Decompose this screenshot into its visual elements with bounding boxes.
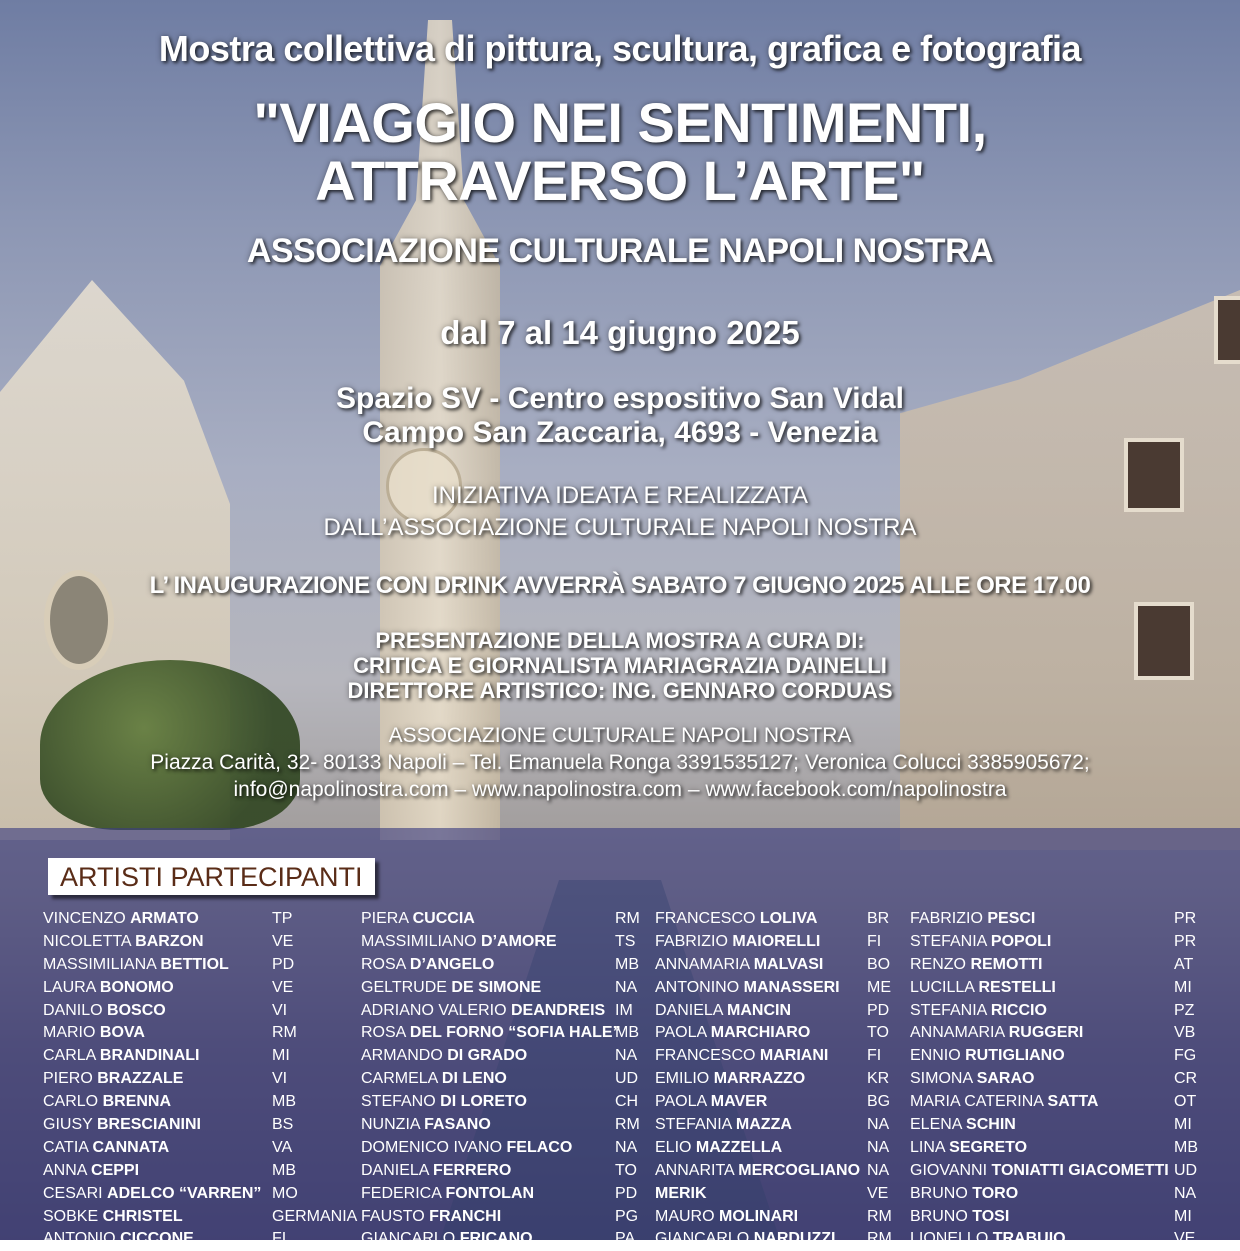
- artist-first-name: DANILO: [43, 1001, 103, 1019]
- artist-entry: [361, 1206, 639, 1229]
- artist-province: VB: [1174, 1024, 1196, 1042]
- artist-last-name: CANNATA: [92, 1138, 170, 1156]
- artist-last-name: DI LENO: [441, 1070, 507, 1088]
- presentation-line3: DIRETTORE ARTISTICO: ING. GENNARO CORDUAS: [347, 678, 893, 703]
- artist-first-name: DANIELA: [361, 1161, 429, 1179]
- artist-first-name: CESARI: [43, 1184, 103, 1202]
- artist-last-name: FERRERO: [433, 1161, 512, 1179]
- artist-last-name: BOVA: [99, 1024, 145, 1042]
- subtitle: Mostra collettiva di pittura, scultura, grafica e fotografia: [158, 28, 1082, 69]
- artist-last-name: MAZZELLA: [695, 1138, 783, 1156]
- artist-last-name: MALVASI: [753, 955, 824, 973]
- artist-entry: [910, 931, 1197, 954]
- venue: [0, 382, 1240, 450]
- artist-last-name: BETTIOL: [160, 955, 229, 973]
- artist-first-name: FABRIZIO: [910, 910, 983, 927]
- artist-entry: [655, 1206, 892, 1229]
- artist-entry: [655, 1091, 891, 1114]
- artist-province: BG: [867, 1093, 891, 1111]
- artist-first-name: FEDERICA: [361, 1184, 442, 1202]
- artist-last-name: FRANCHI: [429, 1207, 502, 1225]
- artist-first-name: PIERA: [361, 910, 409, 927]
- artist-province: PD: [272, 955, 295, 973]
- artist-first-name: ANNA: [43, 1161, 87, 1179]
- artist-entry: [43, 908, 293, 931]
- artist-entry: [655, 1000, 890, 1023]
- initiative-line1: INIZIATIVA IDEATA E REALIZZATA: [431, 482, 809, 509]
- artist-last-name: TORO: [972, 1184, 1019, 1202]
- artist-province: TO: [615, 1161, 637, 1179]
- artist-entry: [43, 1068, 288, 1091]
- artist-first-name: MASSIMILIANO: [361, 932, 477, 950]
- artist-province: VE: [272, 932, 294, 950]
- artist-entry: [910, 908, 1197, 931]
- artist-entry: [43, 1160, 296, 1183]
- artist-province: TO: [867, 1024, 889, 1042]
- artist-last-name: BRESCIANINI: [96, 1116, 201, 1134]
- presentation-line1: PRESENTAZIONE DELLA MOSTRA A CURA DI:: [375, 628, 865, 653]
- artist-first-name: CARMELA: [361, 1070, 438, 1088]
- artist-province: VE: [272, 978, 294, 996]
- artist-entry: [910, 1160, 1198, 1183]
- artist-last-name: DEL FORNO “SOFIA HALE”: [409, 1024, 621, 1042]
- artist-first-name: FRANCESCO: [655, 910, 756, 927]
- artist-last-name: SCHIN: [966, 1116, 1016, 1134]
- artist-first-name: FABRIZIO: [655, 932, 728, 950]
- organizer: ASSOCIAZIONE CULTURALE NAPOLI NOSTRA: [246, 232, 994, 270]
- artist-province: OT: [1174, 1093, 1197, 1111]
- artist-entry: [43, 1183, 298, 1206]
- artist-province: KR: [867, 1070, 890, 1088]
- artist-entry: [43, 1137, 293, 1160]
- artist-province: RM: [867, 1230, 892, 1248]
- artist-last-name: D’AMORE: [481, 932, 557, 950]
- artist-province: RM: [615, 1116, 640, 1134]
- artist-province: MI: [1174, 1207, 1192, 1225]
- artists-column: [655, 908, 892, 1251]
- artist-first-name: PAOLA: [655, 1093, 707, 1111]
- artist-last-name: FELACO: [506, 1138, 573, 1156]
- artist-first-name: EMILIO: [655, 1070, 710, 1088]
- artist-first-name: DOMENICO IVANO: [361, 1138, 503, 1156]
- artist-last-name: DEANDREIS: [510, 1001, 606, 1019]
- artist-province: RM: [615, 910, 640, 927]
- artist-entry: [43, 1022, 297, 1045]
- artist-first-name: STEFANO: [361, 1093, 436, 1111]
- artist-first-name: STEFANIA: [655, 1116, 732, 1134]
- artist-first-name: PIERO: [43, 1070, 93, 1088]
- artist-first-name: CARLA: [43, 1047, 96, 1065]
- artist-last-name: BONOMO: [99, 978, 174, 996]
- artist-first-name: GELTRUDE: [361, 978, 447, 996]
- artist-province: MI: [1174, 1116, 1192, 1134]
- artist-entry: [361, 1068, 639, 1091]
- artist-first-name: VINCENZO: [43, 910, 126, 927]
- artist-first-name: ANTONIO: [43, 1230, 116, 1248]
- artist-last-name: CUCCIA: [412, 910, 475, 927]
- artist-first-name: PAOLA: [655, 1024, 707, 1042]
- artist-first-name: ARMANDO: [361, 1047, 443, 1065]
- artist-entry: [361, 931, 636, 954]
- artist-province: MI: [1174, 978, 1192, 996]
- artist-entry: [910, 1022, 1196, 1045]
- artist-province: TP: [272, 910, 293, 927]
- artist-last-name: BRAZZALE: [97, 1070, 184, 1088]
- artist-first-name: ENNIO: [910, 1047, 961, 1065]
- artist-province: FG: [1174, 1047, 1197, 1065]
- artist-first-name: LAURA: [43, 978, 96, 996]
- artist-province: PR: [1174, 932, 1197, 950]
- artist-province: PG: [615, 1207, 639, 1225]
- artist-province: NA: [615, 978, 638, 996]
- artist-first-name: LINA: [910, 1138, 945, 1156]
- artist-last-name: MARCHIARO: [710, 1024, 811, 1042]
- artist-last-name: FONTOLAN: [445, 1184, 535, 1202]
- artist-province: MB: [615, 955, 639, 973]
- artist-first-name: LUCILLA: [910, 978, 975, 996]
- main-title-line1: "VIAGGIO NEI SENTIMENTI,: [253, 91, 987, 154]
- artist-entry: [361, 977, 638, 1000]
- artist-first-name: SOBKE: [43, 1207, 99, 1225]
- artist-province: NA: [867, 1116, 890, 1134]
- artist-province: VI: [272, 1001, 288, 1019]
- artist-province: PZ: [1174, 1001, 1195, 1019]
- artist-entry: [910, 1045, 1197, 1068]
- artist-province: MB: [1174, 1138, 1198, 1156]
- artist-province: AT: [1174, 955, 1194, 973]
- artist-last-name: DE SIMONE: [451, 978, 542, 996]
- artist-last-name: CEPPI: [91, 1161, 140, 1179]
- artist-first-name: ROSA: [361, 955, 406, 973]
- artist-province: TS: [615, 932, 636, 950]
- artist-first-name: NICOLETTA: [43, 932, 131, 950]
- main-title-line2: ATTRAVERSO L’ARTE": [315, 149, 925, 212]
- artist-first-name: GIANCARLO: [655, 1230, 750, 1248]
- artist-last-name: D’ANGELO: [409, 955, 495, 973]
- artists-heading: ARTISTI PARTECIPANTI: [48, 858, 375, 895]
- venue-line2: Campo San Zaccaria, 4693 - Venezia: [362, 416, 878, 449]
- artist-entry: [655, 1183, 889, 1206]
- artist-first-name: ANNAMARIA: [655, 955, 750, 973]
- artist-entry: [361, 1160, 637, 1183]
- artist-entry: [361, 1045, 638, 1068]
- artist-province: PR: [1174, 910, 1197, 927]
- artist-province: IM: [615, 1001, 633, 1019]
- artist-first-name: BRUNO: [910, 1184, 968, 1202]
- artist-last-name: SATTA: [1047, 1093, 1099, 1111]
- artist-entry: [361, 1114, 640, 1137]
- artist-last-name: NARDUZZI: [753, 1230, 836, 1248]
- artist-entry: [361, 1183, 638, 1206]
- initiative-line2: DALL’ASSOCIAZIONE CULTURALE NAPOLI NOSTRA: [323, 514, 917, 541]
- artist-last-name: RUTIGLIANO: [965, 1047, 1065, 1065]
- artist-entry: [43, 1114, 294, 1137]
- artists-column: [910, 908, 1198, 1251]
- artist-province: VE: [1174, 1230, 1196, 1248]
- artist-last-name: MANASSERI: [743, 978, 840, 996]
- artist-entry: [910, 1114, 1192, 1137]
- artist-entry: [655, 1045, 882, 1068]
- artist-last-name: CICCONE: [120, 1230, 194, 1248]
- artist-entry: [43, 977, 294, 1000]
- artist-last-name: MERCOGLIANO: [738, 1161, 861, 1179]
- artist-first-name: FRANCESCO: [655, 1047, 756, 1065]
- artist-first-name: CATIA: [43, 1138, 89, 1156]
- artist-last-name: BARZON: [135, 932, 204, 950]
- artist-province: BR: [867, 910, 890, 927]
- artist-last-name: MOLINARI: [719, 1207, 799, 1225]
- artist-province: FI: [867, 1047, 882, 1065]
- artist-province: NA: [867, 1161, 890, 1179]
- artist-entry: [655, 1068, 890, 1091]
- artist-province: PD: [867, 1001, 890, 1019]
- artist-first-name: BRUNO: [910, 1207, 968, 1225]
- artist-province: FI: [867, 932, 882, 950]
- artist-last-name: RICCIO: [990, 1001, 1047, 1019]
- artists-column: [43, 908, 358, 1251]
- exhibition-dates: dal 7 al 14 giugno 2025: [440, 314, 800, 351]
- artist-first-name: MASSIMILIANA: [43, 955, 156, 973]
- artist-province: RM: [867, 1207, 892, 1225]
- artist-last-name: SARAO: [976, 1070, 1035, 1088]
- artist-province: GERMANIA: [272, 1207, 358, 1225]
- artist-first-name: GIOVANNI: [910, 1161, 988, 1179]
- artist-entry: [910, 1000, 1195, 1023]
- artist-first-name: FAUSTO: [361, 1207, 425, 1225]
- artist-province: VA: [272, 1138, 293, 1156]
- artist-province: MO: [272, 1184, 298, 1202]
- artist-first-name: ELIO: [655, 1138, 692, 1156]
- contacts: [0, 722, 1240, 803]
- artist-entry: [655, 1114, 890, 1137]
- artist-entry: [361, 1000, 633, 1023]
- artist-province: PD: [615, 1184, 638, 1202]
- artist-entry: [361, 1137, 638, 1160]
- artist-last-name: ARMATO: [130, 910, 199, 927]
- artist-province: NA: [615, 1138, 638, 1156]
- artist-last-name: RESTELLI: [978, 978, 1056, 996]
- artist-first-name: ANNAMARIA: [910, 1024, 1005, 1042]
- artist-first-name: ELENA: [910, 1116, 962, 1134]
- artist-entry: [43, 1045, 290, 1068]
- artist-first-name: GIANCARLO: [361, 1230, 456, 1248]
- artist-province: PA: [615, 1230, 636, 1248]
- artist-entry: [361, 954, 639, 977]
- artist-province: RM: [272, 1024, 297, 1042]
- artist-province: ME: [867, 978, 891, 996]
- artist-province: VI: [272, 1070, 288, 1088]
- artist-entry: [361, 1091, 639, 1114]
- artist-last-name: FRICANO: [459, 1230, 533, 1248]
- artist-entry: [655, 977, 891, 1000]
- inauguration: L’ INAUGURAZIONE CON DRINK AVVERRÀ SABATO 7 GIUGNO 2025 ALLE ORE 17.00: [149, 572, 1091, 599]
- artist-province: FI: [272, 1230, 287, 1248]
- artist-last-name: MAZZA: [735, 1116, 792, 1134]
- artist-first-name: CARLO: [43, 1093, 99, 1111]
- artist-entry: [361, 1022, 639, 1045]
- venue-line1: Spazio SV - Centro espositivo San Vidal: [336, 382, 904, 415]
- presentation: [0, 628, 1240, 703]
- artist-first-name: ANNARITA: [655, 1161, 734, 1179]
- artist-entry: [655, 908, 890, 931]
- artist-entry: [655, 1137, 890, 1160]
- artist-entry: [910, 1068, 1198, 1091]
- main-title: [0, 91, 1240, 212]
- artist-entry: [655, 931, 882, 954]
- artists-column: [361, 908, 640, 1251]
- artist-first-name: MAURO: [655, 1207, 715, 1225]
- artist-first-name: MARIO: [43, 1024, 96, 1042]
- presentation-line2: CRITICA E GIORNALISTA MARIAGRAZIA DAINELLI: [353, 653, 887, 678]
- artist-entry: [361, 908, 640, 931]
- artist-first-name: RENZO: [910, 955, 966, 973]
- artist-entry: [43, 1000, 288, 1023]
- artist-last-name: DI LORETO: [440, 1093, 527, 1111]
- contact-web: info@napolinostra.com – www.napolinostra.com – www.facebook.com/napolinostra: [233, 778, 1007, 801]
- artist-entry: [910, 977, 1192, 1000]
- artist-last-name: RUGGERI: [1008, 1024, 1084, 1042]
- artist-first-name: STEFANIA: [910, 932, 987, 950]
- artist-last-name: DI GRADO: [447, 1047, 528, 1065]
- artist-entry: [43, 954, 295, 977]
- artist-last-name: MARIANI: [759, 1047, 829, 1065]
- artist-province: CH: [615, 1093, 639, 1111]
- artist-last-name: TOSI: [972, 1207, 1010, 1225]
- artist-entry: [910, 1137, 1198, 1160]
- contact-org: ASSOCIAZIONE CULTURALE NAPOLI NOSTRA: [388, 724, 852, 747]
- artist-last-name: FASANO: [424, 1116, 491, 1134]
- artist-province: CR: [1174, 1070, 1198, 1088]
- artist-province: BO: [867, 955, 891, 973]
- artist-first-name: STEFANIA: [910, 1001, 987, 1019]
- artist-first-name: MARIA CATERINA: [910, 1093, 1044, 1111]
- artist-first-name: ROSA: [361, 1024, 406, 1042]
- artist-last-name: POPOLI: [990, 932, 1052, 950]
- artist-last-name: BRENNA: [102, 1093, 172, 1111]
- artist-entry: [655, 1022, 889, 1045]
- artist-entry: [910, 954, 1194, 977]
- artist-first-name: LIONELLO: [910, 1230, 989, 1248]
- artist-province: UD: [615, 1070, 639, 1088]
- artist-province: MB: [272, 1093, 296, 1111]
- artist-last-name: TONIATTI GIACOMETTI: [991, 1161, 1169, 1179]
- artist-last-name: CHRISTEL: [102, 1207, 183, 1225]
- artist-last-name: MAVER: [710, 1093, 768, 1111]
- artist-province: NA: [1174, 1184, 1197, 1202]
- artist-first-name: ANTONINO: [655, 978, 740, 996]
- artist-first-name: SIMONA: [910, 1070, 973, 1088]
- artist-province: MB: [615, 1024, 639, 1042]
- artist-province: NA: [615, 1047, 638, 1065]
- artist-last-name: BOSCO: [107, 1001, 166, 1019]
- artist-last-name: SEGRETO: [949, 1138, 1028, 1156]
- artist-entry: [43, 1091, 296, 1114]
- artist-first-name: NUNZIA: [361, 1116, 420, 1134]
- artist-last-name: REMOTTI: [970, 955, 1043, 973]
- artist-entry: [43, 1206, 358, 1229]
- artist-entry: [43, 931, 294, 954]
- artist-last-name: MERIK: [655, 1184, 707, 1202]
- artist-first-name: ADRIANO VALERIO: [361, 1001, 507, 1019]
- artist-province: BS: [272, 1116, 294, 1134]
- contact-address: Piazza Carità, 32- 80133 Napoli – Tel. Emanuela Ronga 3391535127; Veronica Colucci 3385905672;: [150, 751, 1090, 774]
- artist-province: MB: [272, 1161, 296, 1179]
- artist-entry: [655, 954, 891, 977]
- artist-last-name: BRANDINALI: [99, 1047, 200, 1065]
- initiative: [0, 480, 1240, 544]
- artist-province: MI: [272, 1047, 290, 1065]
- artist-first-name: GIUSY: [43, 1116, 93, 1134]
- artist-province: VE: [867, 1184, 889, 1202]
- artist-entry: [910, 1206, 1192, 1229]
- artist-last-name: MARRAZZO: [713, 1070, 806, 1088]
- artist-province: UD: [1174, 1161, 1198, 1179]
- artist-last-name: MAIORELLI: [732, 932, 821, 950]
- artist-last-name: LOLIVA: [759, 910, 818, 927]
- artist-entry: [655, 1160, 890, 1183]
- artist-province: NA: [867, 1138, 890, 1156]
- artist-last-name: MANCIN: [727, 1001, 792, 1019]
- artist-first-name: DANIELA: [655, 1001, 723, 1019]
- artist-entry: [910, 1183, 1197, 1206]
- artist-entry: [910, 1091, 1197, 1114]
- artist-last-name: PESCI: [987, 910, 1036, 927]
- artist-last-name: ADELCO “VARREN”: [107, 1184, 262, 1202]
- artist-last-name: TRABUIO: [992, 1230, 1066, 1248]
